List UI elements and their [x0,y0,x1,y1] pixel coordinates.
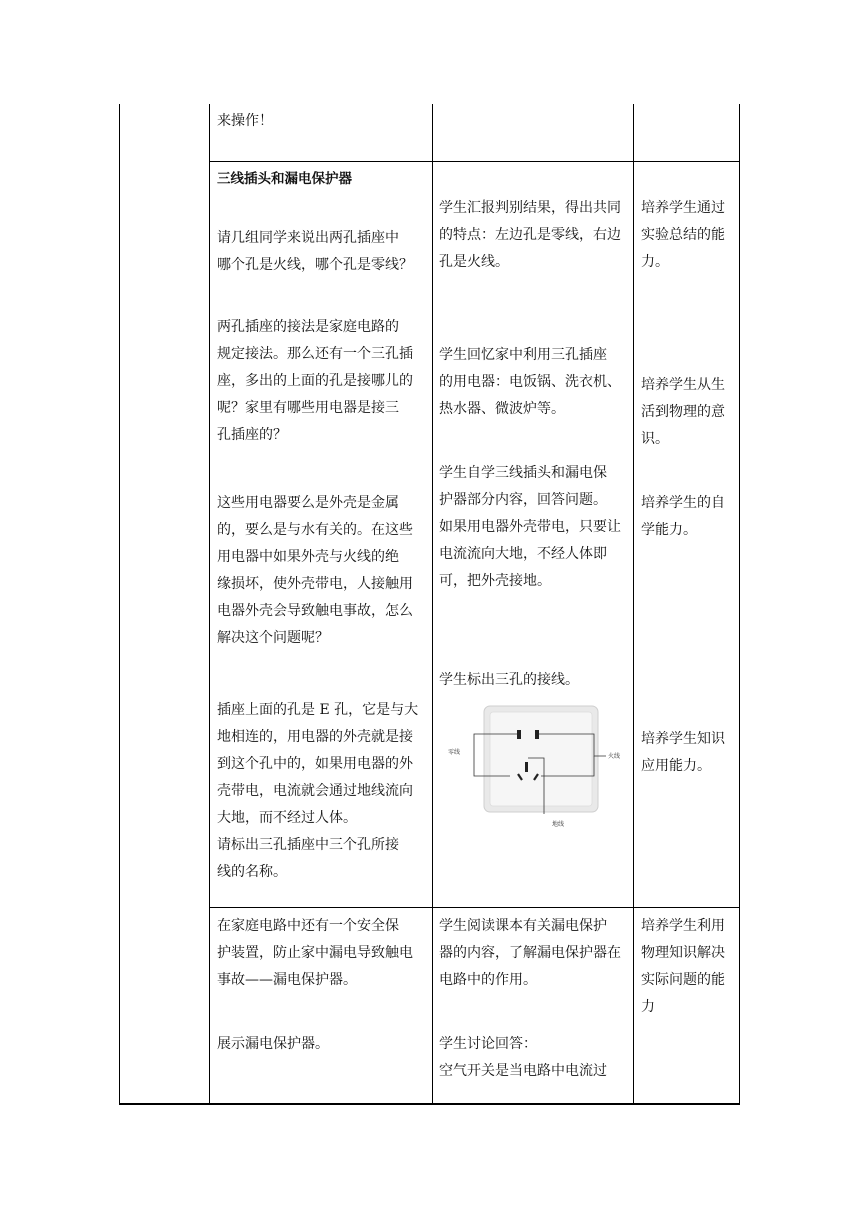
three-hole-socket-figure [444,700,634,832]
text-line: 学生汇报判别结果，得出共同 [439,200,621,216]
text-line: 器的内容，了解漏电保护器在 [439,945,621,961]
grid-vline-4 [633,104,634,1104]
text-line: 壳带电，电流就会通过地线流向 [217,783,413,799]
row2-student-block2 [439,342,621,423]
row2-teacher-block3 [217,490,413,652]
text-line: 学生标出三孔的接线。 [439,672,579,688]
grid-vline-3 [432,104,433,1104]
text-line: 护器部分内容，回答问题。 [439,492,607,508]
text-line: 的，要么是与水有关的。在这些 [217,522,413,538]
text-line: 空气开关是当电路中电流过 [439,1063,607,1079]
row3-teacher-block2 [217,1031,329,1058]
text-line: 力 [641,999,655,1015]
text-line: 学生自学三线插头和漏电保 [439,465,607,481]
text-line: 缘损坏，使外壳带电，人接触用 [217,576,413,592]
row2-teacher-block1 [217,225,413,279]
grid-vline-left [119,104,120,1104]
text-line: 插座上面的孔是 E 孔，它是与大 [217,702,419,718]
row2-student-block4 [439,667,579,694]
text-line: 如果用电器外壳带电，只要让 [439,519,621,535]
text-line: 可，把外壳接地。 [439,573,551,589]
neutral-hole [517,730,521,739]
row2-goal-block1 [641,195,725,276]
text-line: 的用电器：电饭锅、洗衣机、 [439,374,621,390]
row2-student-block1 [439,195,621,276]
text-line: 护装置，防止家中漏电导致触电 [217,945,413,961]
text-line: 座，多出的上面的孔是接哪儿的 [217,373,413,389]
text-line: 线的名称。 [217,864,287,880]
grid-hline-bottom [119,1103,740,1105]
text-line: 孔是火线。 [439,254,509,270]
row2-teacher-block2 [217,314,413,449]
row3-teacher-block1 [217,913,413,994]
grid-hline-row1-bottom [209,161,740,162]
text-line: 请几组同学来说出两孔插座中 [217,230,399,246]
text-line: 大地，而不经过人体。 [217,810,357,826]
text-line: 学生回忆家中利用三孔插座 [439,347,607,363]
text-line: 识。 [641,431,669,447]
text-line: 实际问题的能 [641,972,725,988]
grid-vline-2 [209,104,210,1104]
text-line: 培养学生通过 [641,200,725,216]
text-line: 呢？家里有哪些用电器是接三 [217,400,399,416]
label-neutral: 零线 [448,749,461,756]
row3-student-block2 [439,1031,607,1085]
text-line: 解决这个问题呢？ [217,630,329,646]
text-line: 电器外壳会导致触电事故，怎么 [217,603,413,619]
text-line: 两孔插座的接法是家庭电路的 [217,319,399,335]
text-line: 用电器中如果外壳与火线的绝 [217,549,399,565]
text-line: 物理知识解决 [641,945,725,961]
text-line: 地相连的，用电器的外壳就是接 [217,729,413,745]
text-line: 热水器、微波炉等。 [439,401,565,417]
text-line: 培养学生从生 [641,377,725,393]
text-line: 培养学生的自 [641,495,725,511]
row3-goal-block1 [641,913,725,1021]
text-line: 电流流向大地，不经人体即 [439,546,607,562]
text-line: 规定接法。那么还有一个三孔插 [217,346,413,362]
text-line: 哪个孔是火线，哪个孔是零线？ [217,257,413,273]
text-line: 力。 [641,254,669,270]
grid-vline-right [739,104,740,1104]
text-line: 的特点：左边孔是零线，右边 [439,227,621,243]
row2-goal-block3 [641,490,725,544]
row2-goal-block4 [641,726,725,780]
live-hole [535,730,539,739]
text-line: 展示漏电保护器。 [217,1036,329,1052]
text-line: 事故——漏电保护器。 [217,972,357,988]
text-line: 学能力。 [641,522,697,538]
text-line: 到这个孔中的，如果用电器的外 [217,756,413,772]
text-line: 这些用电器要么是外壳是金属 [217,495,399,511]
text-line: 培养学生利用 [641,918,725,934]
row3-student-block1 [439,913,621,994]
label-live: 火线 [608,753,621,760]
text-line: 学生讨论回答： [439,1036,537,1052]
row2-heading [217,166,352,193]
row1-teacher-cell [217,108,273,135]
label-earth: 地线 [552,821,565,828]
text-line: 请标出三孔插座中三个孔所接 [217,837,399,853]
text-line: 孔插座的？ [217,427,287,443]
row2-student-block3 [439,460,621,595]
earth-hole [525,762,528,772]
text-line: 电路中的作用。 [439,972,537,988]
text-line: 活到物理的意 [641,404,725,420]
text-line: 培养学生知识 [641,731,725,747]
text-line: 应用能力。 [641,758,711,774]
text-line: 在家庭电路中还有一个安全保 [217,918,399,934]
text-line: 来操作！ [217,113,273,129]
section-heading: 三线插头和漏电保护器 [217,171,352,187]
row2-teacher-block4 [217,697,418,886]
text-line: 学生阅读课本有关漏电保护 [439,918,607,934]
text-line: 实验总结的能 [641,227,725,243]
row2-goal-block2 [641,372,725,453]
grid-hline-row2-bottom [209,907,740,908]
socket-face [490,712,592,806]
